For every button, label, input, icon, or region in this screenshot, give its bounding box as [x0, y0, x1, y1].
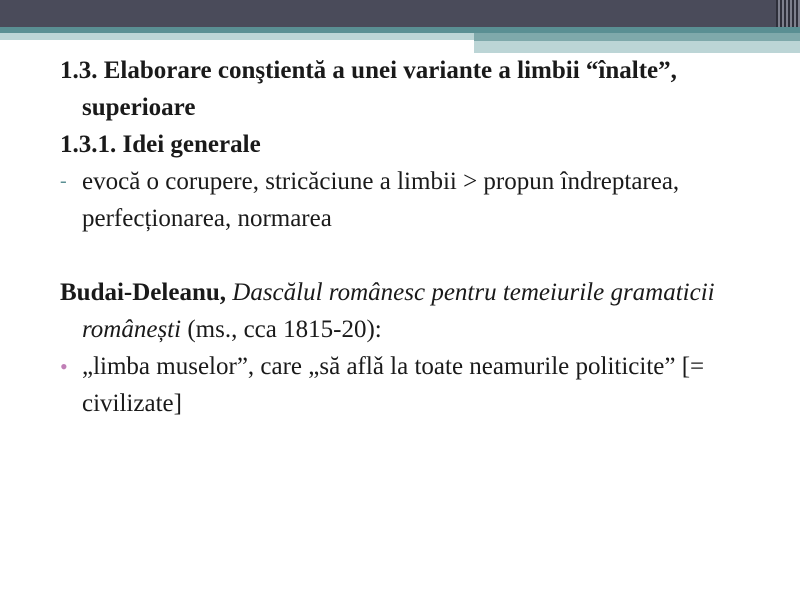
citation	[60, 274, 760, 348]
section-title: 1.3. Elaborare conştientă a unei variante a limbii “înalte”, superioare	[60, 57, 677, 121]
citation-details: (ms., cca 1815-20):	[187, 316, 382, 343]
list-item	[60, 348, 760, 422]
subsection-title: 1.3.1. Idei generale	[60, 131, 261, 158]
citation-author: Budai-Deleanu,	[60, 279, 227, 306]
citation-work-title: Dascălul românesc pentru temeiurile gramaticii românești	[82, 279, 715, 343]
list-item-text: evocă o corupere, stricăciune a limbii > propun îndreptarea, perfecționarea, normarea	[82, 168, 680, 232]
spacer	[60, 237, 760, 274]
list-item	[60, 163, 760, 237]
header-band-dark	[0, 0, 776, 27]
header-band-stripes	[776, 0, 800, 27]
dot-bullet-icon: •	[60, 354, 68, 379]
header-band-light	[0, 33, 474, 40]
dash-bullet-icon: -	[60, 170, 67, 192]
header-band-teal-right	[474, 33, 800, 41]
list-item-text: „limba muselor”, care „să aflǎ la toate neamurile politicite” [= civilizate]	[82, 353, 705, 417]
slide-content	[60, 52, 760, 422]
